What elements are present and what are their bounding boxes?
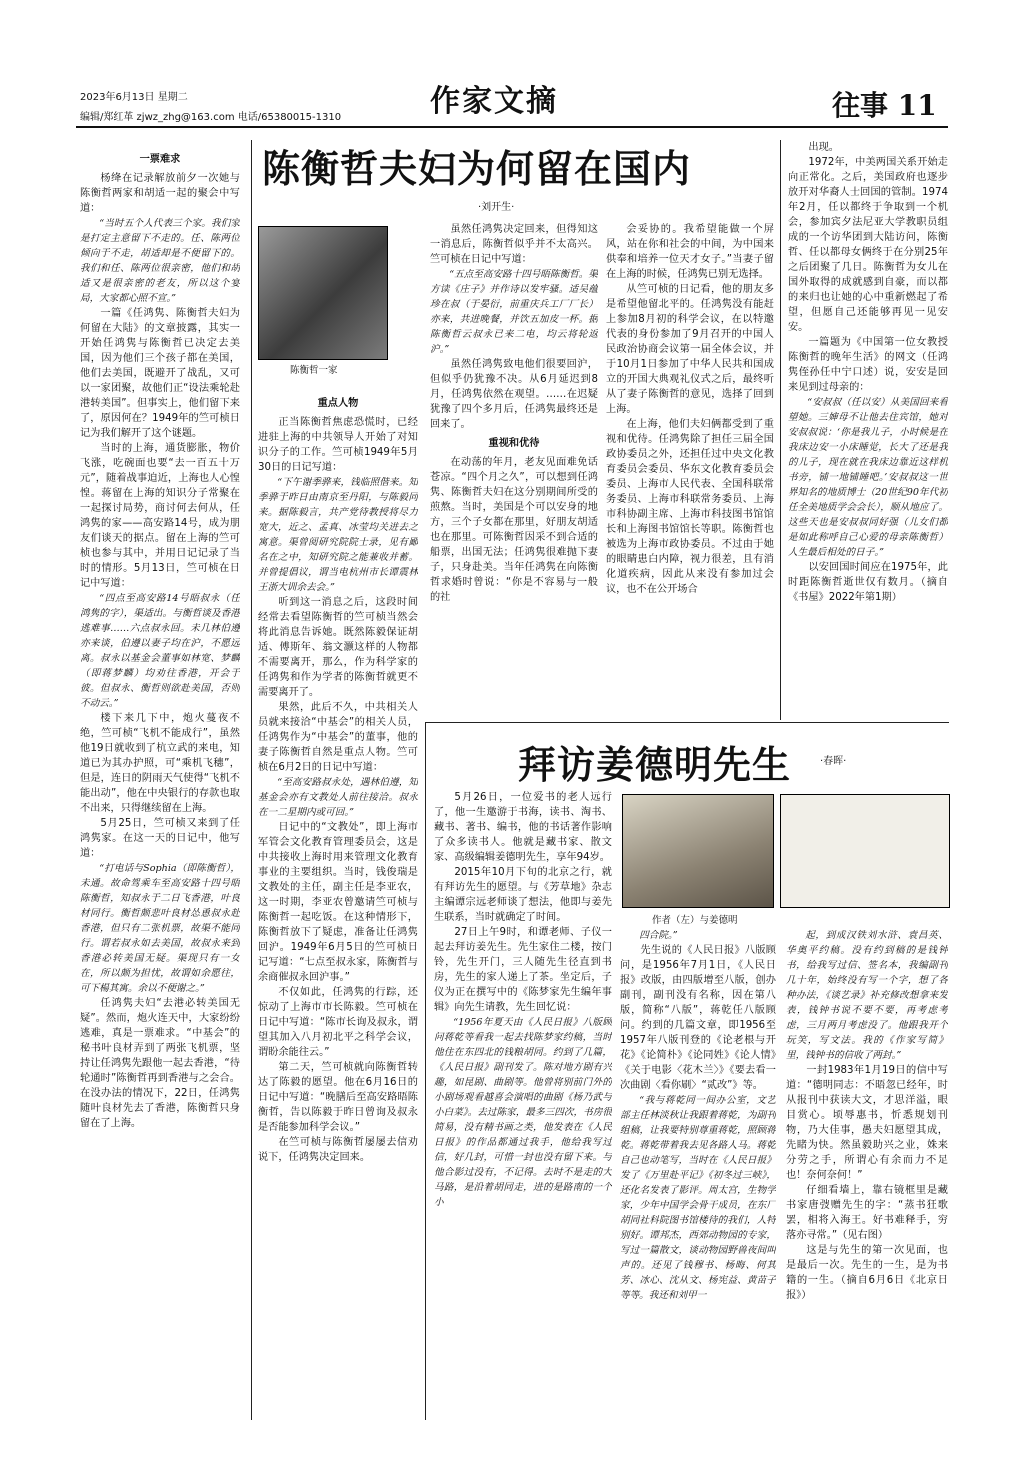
paragraph: 虽然任鸿隽决定回来，但得知这一消息后，陈衡哲似乎并不太高兴。竺可桢在日记中写道： [430, 224, 598, 265]
article1-photo-caption: 陈衡哲一家 [290, 365, 338, 376]
paragraph: 会妥协的。我希望能做一个屏风，站在你和社会的中间，为中国来供奉和培养一位天才女子。”当妻子留在上海的时候，任鸿隽已别无选择。 [606, 224, 774, 280]
paragraph: 在竺可桢与陈衡哲屡屡去信劝说下，任鸿隽决定回来。 [258, 1137, 418, 1163]
article2-colA [434, 790, 612, 1420]
header-rule [76, 126, 948, 128]
quote: “至高安路叔永处，遇林伯遵，知基金会亦有文教处人前往接洽。叔永在一二星期内或可回。” [258, 777, 418, 818]
quote: “我与蒋乾同一间办公室，文艺部主任林淡秋让我跟着蒋乾，为副刊组稿，让我要特别尊重蒋乾，照顾蒋乾。蒋乾带着我去见各路人马。蒋乾自己也动笔写，当时在《人民日报》发了《万里赴平记》《初冬过三峡》，还化名发表了影评。周太宫，生物学家，少年中国学会骨干成员，在东厂胡同社科院图书馆楼待的我们，人特别好。谭邦杰，西郊动物园的专家，写过一篇散文，谈动物园野兽夜间叫声的。还见了钱穆书、杨晦、何其芳、冰心、沈从文、杨宪益、黄苗子等等。我还和刘甲一 [620, 1095, 776, 1301]
paragraph: 先生说的《人民日报》八版顾问，是1956年7月1日，《人民日报》改版，由四版增至八版，创办副刊，副刊没有名称，因在第八版，简称“八版”，蒋乾任八版顾问。约到的几篇文章，即1956至1957年八版刊登的《论老根与开花》《论简朴》《论同姓》《论人情》《关于电影〈花木兰〉》《要去看一次曲剧〈看你刷〉“贰改”》等。 [620, 945, 776, 1091]
quote: “下午谢季骅来，钱临照偕来。知季骅于昨日由南京至丹阳，与陈毅同来。据陈毅言，共产党待教授将尽力宽大，近之、孟真、冰莹均关进去之寓意。渠曾阅研究院院士录，见有鄙名在之中，知研究院之能兼收并蓄。并曾提倡议，谓当电杭州市长谭震林王浙大训余去会。” [258, 477, 418, 593]
paragraph: 1972年，中美两国关系开始走向正常化。之后，美国政府也逐步放开对华裔人士回国的管制。1974年2月，任以都终于争取到一个机会，参加宾夕法尼亚大学教职员组成的一个访华团到大陆访问，陈衡哲、任以都母女俩终于在分别25年之后团聚了几日。陈衡哲为女儿在国外取得的成就感到自豪，而以都的来归也让她的心中重新燃起了希望，但愿自己还能够再见一见安安。 [788, 157, 948, 333]
paragraph: 5月25日，竺可桢又来到了任鸿隽家。在这一天的日记中，他写道： [80, 818, 240, 859]
quote: “当时五个人代表三个家。我们家是打定主意留下不走的。任、陈两位倾向于不走，胡适却是不便留下的。我们和任、陈两位很亲密，他们和胡适又是很亲密的老友，所以这个宴局，大家都心照不宣。” [80, 218, 240, 304]
paragraph: 杨绛在记录解放前夕一次她与陈衡哲两家和胡适一起的聚会中写道： [80, 173, 240, 214]
paragraph: 日记中的“文教处”，即上海市军管会文化教育管理委员会，这是中共接收上海时用来管理文化教育事业的主要组织。当时，钱俊瑞是文教处的主任，副主任是李亚农，这一时期，李亚农曾邀请竺可桢与陈衡哲一起吃饭。在这种情形下，陈衡哲放下了疑虑，准备让任鸿隽回沪。1949年6月5日的竺可桢日记写道：“七点至叔永家，陈衡哲与余商催叔永回沪事。” [258, 822, 418, 983]
paragraph: 一篇题为《中国第一位女教授陈衡哲的晚年生活》的网文（任鸿隽侄孙任中宁口述）说，安安是回来见到过母亲的： [788, 337, 948, 393]
quote: “打电话与Sophia（即陈衡哲），未通。故命驾乘车至高安路十四号晤陈衡哲，知叔永于二日飞香港，叶良材同行。衡哲颇悲叶良材怂恿叔永赴香港，但只有二张机票，故渠不能同行。谓若叔永如去美国，故叔永来到香港必转美国无疑。渠现只有一女在，所以颇为担忧，故谓如余愿往，可下楊其寓。余以不便谢之。” [80, 863, 240, 994]
header-date: 2023年6月13日 星期二 [80, 92, 188, 103]
quote: “五点至高安路十四号晤陈衡哲。渠方读《庄子》并作诗以发牢骚。适吴蕴珍在叔（于晏衍，前重庆兵工厂厂长）亦来，共进晚餐，并饮五加皮一杯。据陈衡哲云叔永已来二电，均云将轮返沪。” [430, 269, 598, 355]
paragraph: 一篇《任鸿隽、陈衡哲夫妇为何留在大陆》的文章披露，其实一开始任鸿隽与陈衡哲已决定去美国，因为他们三个孩子都在美国，他们去美国，既避开了战乱，又可以一家团聚，故他们正“设法乘轮赴港转美国”。但事实上，他们留下来了，原因何在？1949年的竺可桢日记为我们解开了这个谜题。 [80, 308, 240, 439]
article2-photo [622, 794, 774, 908]
paragraph: 27日上午9时，和谭老师、子仪一起去拜访姜先生。先生家住二楼，按门铃，先生开门，三人随先生径直到书房，先生的家人递上了茶。坐定后，子仪为正在撰写中的《陈梦家先生编年事辑》向先生请教，先生回忆说： [434, 927, 612, 1013]
quote: “安叔叔（任以安）从美国回来看望她。三婶母不让他去住宾馆，她对安叔叔说：‘你是我儿子，小时候是在我床边安一小床睡觉，长大了还是我的儿子，现在就在我床边靠近这样机书旁，铺一地铺睡吧。’安叔叔这一世界知名的地质博士（20世纪90年代初任全美地质学会会长），顺从地应了。这些天也是安叔叔同好强（儿女们都是如此称呼自己心爱的母亲陈衡哲）人生最后相处的日子。” [788, 397, 948, 558]
paragraph: 5月26日，一位爱书的老人远行了，他一生邀游于书海，读书、淘书、藏书、著书、编书，他的书话著作影响了众多读书人。他就是藏书家、散文家、高级编辑姜德明先生，享年94岁。 [434, 792, 612, 863]
article2-photo-caption: 作者（左）与姜德明 [652, 915, 738, 926]
paragraph: 第二天，竺可桢就向陈衡哲转达了陈毅的愿望。他在6月16日的日记中写道：“晚膳后至高安路晤陈衡哲，告以陈毅于昨日曾询及叔永是否能参加科学会议。” [258, 1062, 418, 1133]
article2-byline: ·春晖· [820, 756, 847, 767]
article2-colB [620, 928, 776, 1420]
paragraph: 一封1983年1月19日的信中写道：“德明同志：不晤忽已经年，时从报刊中获读大文，才思洋溢，眼目赏心。顷辱惠书，忻悉规划刊物，乃大佳事，愚夫妇愿望其成，先睹为快。然虽毅助兴之业，姝来分劳之手，所谓心有余而力不足也！奈何奈何！” [786, 1065, 948, 1181]
masthead: 作家文摘 [430, 84, 558, 119]
divider-article2-left [425, 722, 426, 1420]
article1-col1 [80, 148, 240, 1420]
article1-photo [258, 226, 388, 360]
divider-article2 [425, 722, 949, 723]
paragraph: 正当陈衡哲焦虑恐慌时，已经进驻上海的中共领导人开始了对知识分子的工作。竺可桢1949年5月30日的日记写道： [258, 417, 418, 473]
paragraph: 楼下来几下中，炮火蔓夜不绝，竺可桢“飞机不能成行”，虽然他19日就收到了杭立武的来电，知道已为其办护照，可“乘机飞穗”，但是，连日的阴雨天气使得“飞机不能出动”，他在中央银行的存款也取不出来，只得继续留在上海。 [80, 713, 240, 814]
quote: 起，到成汉铁刘水浒、袁昌英、华奥平约稿。没有约到稿的是钱钟书，给我写过信、签名本，我编副刊几十年，始终没有写一个字，想了各种办法，《谈艺录》补充修改想拿来发表，钱钟书说不要不要，再考虑考虑，三月两月考虑没了。他跟我开个玩笑，写文法。我的《作家写简》里，钱钟书的信收了两封。” [786, 930, 948, 1061]
subhead-1: 一票难求 [139, 154, 181, 165]
article2-colC [786, 928, 948, 1420]
paragraph: 从竺可桢的日记看，他的朋友多是希望他留北平的。任鸿隽没有能赶上参加8月初的科学会议，在以特邀代表的身份参加了9月召开的中国人民政治协商会议第一届全体会议，并于10月1日参加了中华人民共和国成立的开国大典观礼仪式之后，最终听从了妻子陈衡哲的意见，选择了回到上海。 [606, 284, 774, 415]
quote: “1956年夏天由《人民日报》八版顾问蒋乾等看我一起去找陈梦家约稿，当时他住在东四北的钱粮胡同。约到了几篇，《人民日报》副刊发了。陈对地方剧有兴趣，如昆剧、曲剧等。他曾将别前门外的小剧场观看越喜会演唱的曲剧《杨乃武与小白菜》。去过陈家，最多三四次，书房很简易，没有精书画之类，他发表在《人民日报》的作品都通过我手，他给我写过信，好几封，可惜一封也没有留下来。与他合影过没有，不记得。去时不是走的大马路，是沿着胡同走，进的是路南的一个小 [434, 1017, 612, 1208]
paragraph: 仔细看墙上，靠右镜框里是藏书家唐弢赠先生的字：“蒸书狂歌罢，相将入海王。好书难释手，穷落亦寻常。”（见右图） [786, 1185, 948, 1241]
paragraph: 在动荡的年月，老友见面难免话苍凉。“四个月之久”，可以想到任鸿隽、陈衡哲夫妇在这分别期间所受的煎熬。当时，美国是个可以安身的地方，三个子女都在那里，好朋友胡适也在那里。可陈衡哲因采不到合适的船票，出国无法；任鸿隽很难抛下妻子，只身赴美。当年任鸿隽在向陈衡哲求婚时曾说：“你是不容易与一般的社 [430, 457, 598, 603]
article2-title: 拜访姜德明先生 [518, 742, 792, 787]
article1-col3 [430, 222, 598, 714]
subhead-2: 重点人物 [317, 398, 359, 409]
paragraph: 果然，此后不久，中共相关人员就来接洽“中基会”的相关人员，任鸿隽作为“中基会”的董事，他的妻子陈衡哲自然是重点人物。竺可桢在6月2日的日记中写道： [258, 702, 418, 773]
quote: 四合院。” [639, 930, 678, 941]
paragraph: 听到这一消息之后，这段时间经常去看望陈衡哲的竺可桢当然会将此消息告诉她。既然陈毅保证胡适、傅斯年、翁文灏这样的人物都不需要离开，那么，作为科学家的任鸿隽和作为学者的陈衡哲就更不需要离开了。 [258, 597, 418, 698]
quote: “四点至高安路14号晤叔永（任鸿隽的字），渠适出。与衡哲谈及香港逃难事……六点叔永回。未几林伯遵亦来谈，伯遵以妻子均在沪，不愿远离。叔永以基金会董事如林宽、梦麟（即蒋梦麟）均劝往香港，开会于彼。但叔永、衡哲则欲赴美国，否则不动云。” [80, 593, 240, 709]
paragraph: 任鸿隽夫妇“去港必转美国无疑”。然而，炮火连天中，大家纷纷逃难，真是一票难求。“中基会”的秘书叶良材弄到了两张飞机票，坚持让任鸿隽先跟他一起去香港，“待轮通时”陈衡哲再到香港与之会合。在没办法的情况下，22日，任鸿隽随叶良材先去了香港，陈衡哲只身留在了上海。 [80, 998, 240, 1129]
calligraphy-photo [780, 794, 950, 908]
divider-col5 [780, 140, 781, 720]
paragraph: 2015年10月下旬的北京之行，就有拜访先生的愿望。与《芳草地》杂志主编谭宗远老师谈了想法，他即与姜先生联系，当时就确定了时间。 [434, 867, 612, 923]
divider-col1 [251, 140, 252, 1420]
article1-col5 [788, 140, 948, 716]
paragraph: 不仅如此，任鸿隽的行踪，还惊动了上海市市长陈毅。竺可桢在日记中写道：“陈市长询及叔永，谓望其加入八月初北平之科学会议，谓盼余能往云。” [258, 987, 418, 1058]
header-editor: 编辑/郑红革 zjwz_zhg@163.com 电话/65380015-1310 [80, 112, 342, 123]
article1-col2 [258, 392, 418, 1420]
article1-byline: ·刘开生· [478, 202, 515, 213]
paragraph: 虽然任鸿隽致电他们很要回沪，但似乎仍犹豫不决。从6月延迟到8月，任鸿隽依然在观望。……在迟疑犹豫了四个多月后，任鸿隽最终还是回来了。 [430, 359, 598, 430]
paragraph: 出现。 [808, 142, 839, 153]
paragraph: 当时的上海，通货膨胀，物价飞涨，吃碗面也要“去一百五十万元”，随着战事迫近，上海也人心惶惶。蒋留在上海的知识分子常聚在一起探讨局势，商讨何去何从，任鸿隽的家——高安路14号，成为朋友们谈天的据点。留在上海的竺可桢也参与其中，并用日记记录了当时的情形。5月13日，竺可桢在日记中写道： [80, 443, 240, 589]
article1-col4 [606, 222, 774, 714]
section-title: 往事 11 [832, 89, 937, 122]
subhead-3: 重视和优待 [488, 438, 540, 449]
article1-title: 陈衡哲夫妇为何留在国内 [262, 146, 692, 191]
paragraph: 这是与先生的第一次见面，也是最后一次。先生的一生，是为书籍的一生。（摘自6月6日《北京日报》） [786, 1245, 948, 1301]
paragraph: 在上海，他们夫妇俩都受到了重视和优待。任鸿隽除了担任三届全国政协委员之外，还担任过中央文化教育委员会委员、华东文化教育委员会委员、上海市人民代表、全国科联常务委员、上海市科联常务委员、上海市科协副主席、上海市科技图书馆馆长和上海图书馆馆长等职。陈衡哲也被选为上海市政协委员。不过由于她的眼睛患白内障，视力很差，且有消化道疾病，因此从来没有参加过会议，也不在公开场合 [606, 419, 774, 595]
paragraph: 以安回国时间应在1975年，此时距陈衡哲逝世仅有数月。（摘自《书屋》2022年第1期） [788, 562, 948, 603]
